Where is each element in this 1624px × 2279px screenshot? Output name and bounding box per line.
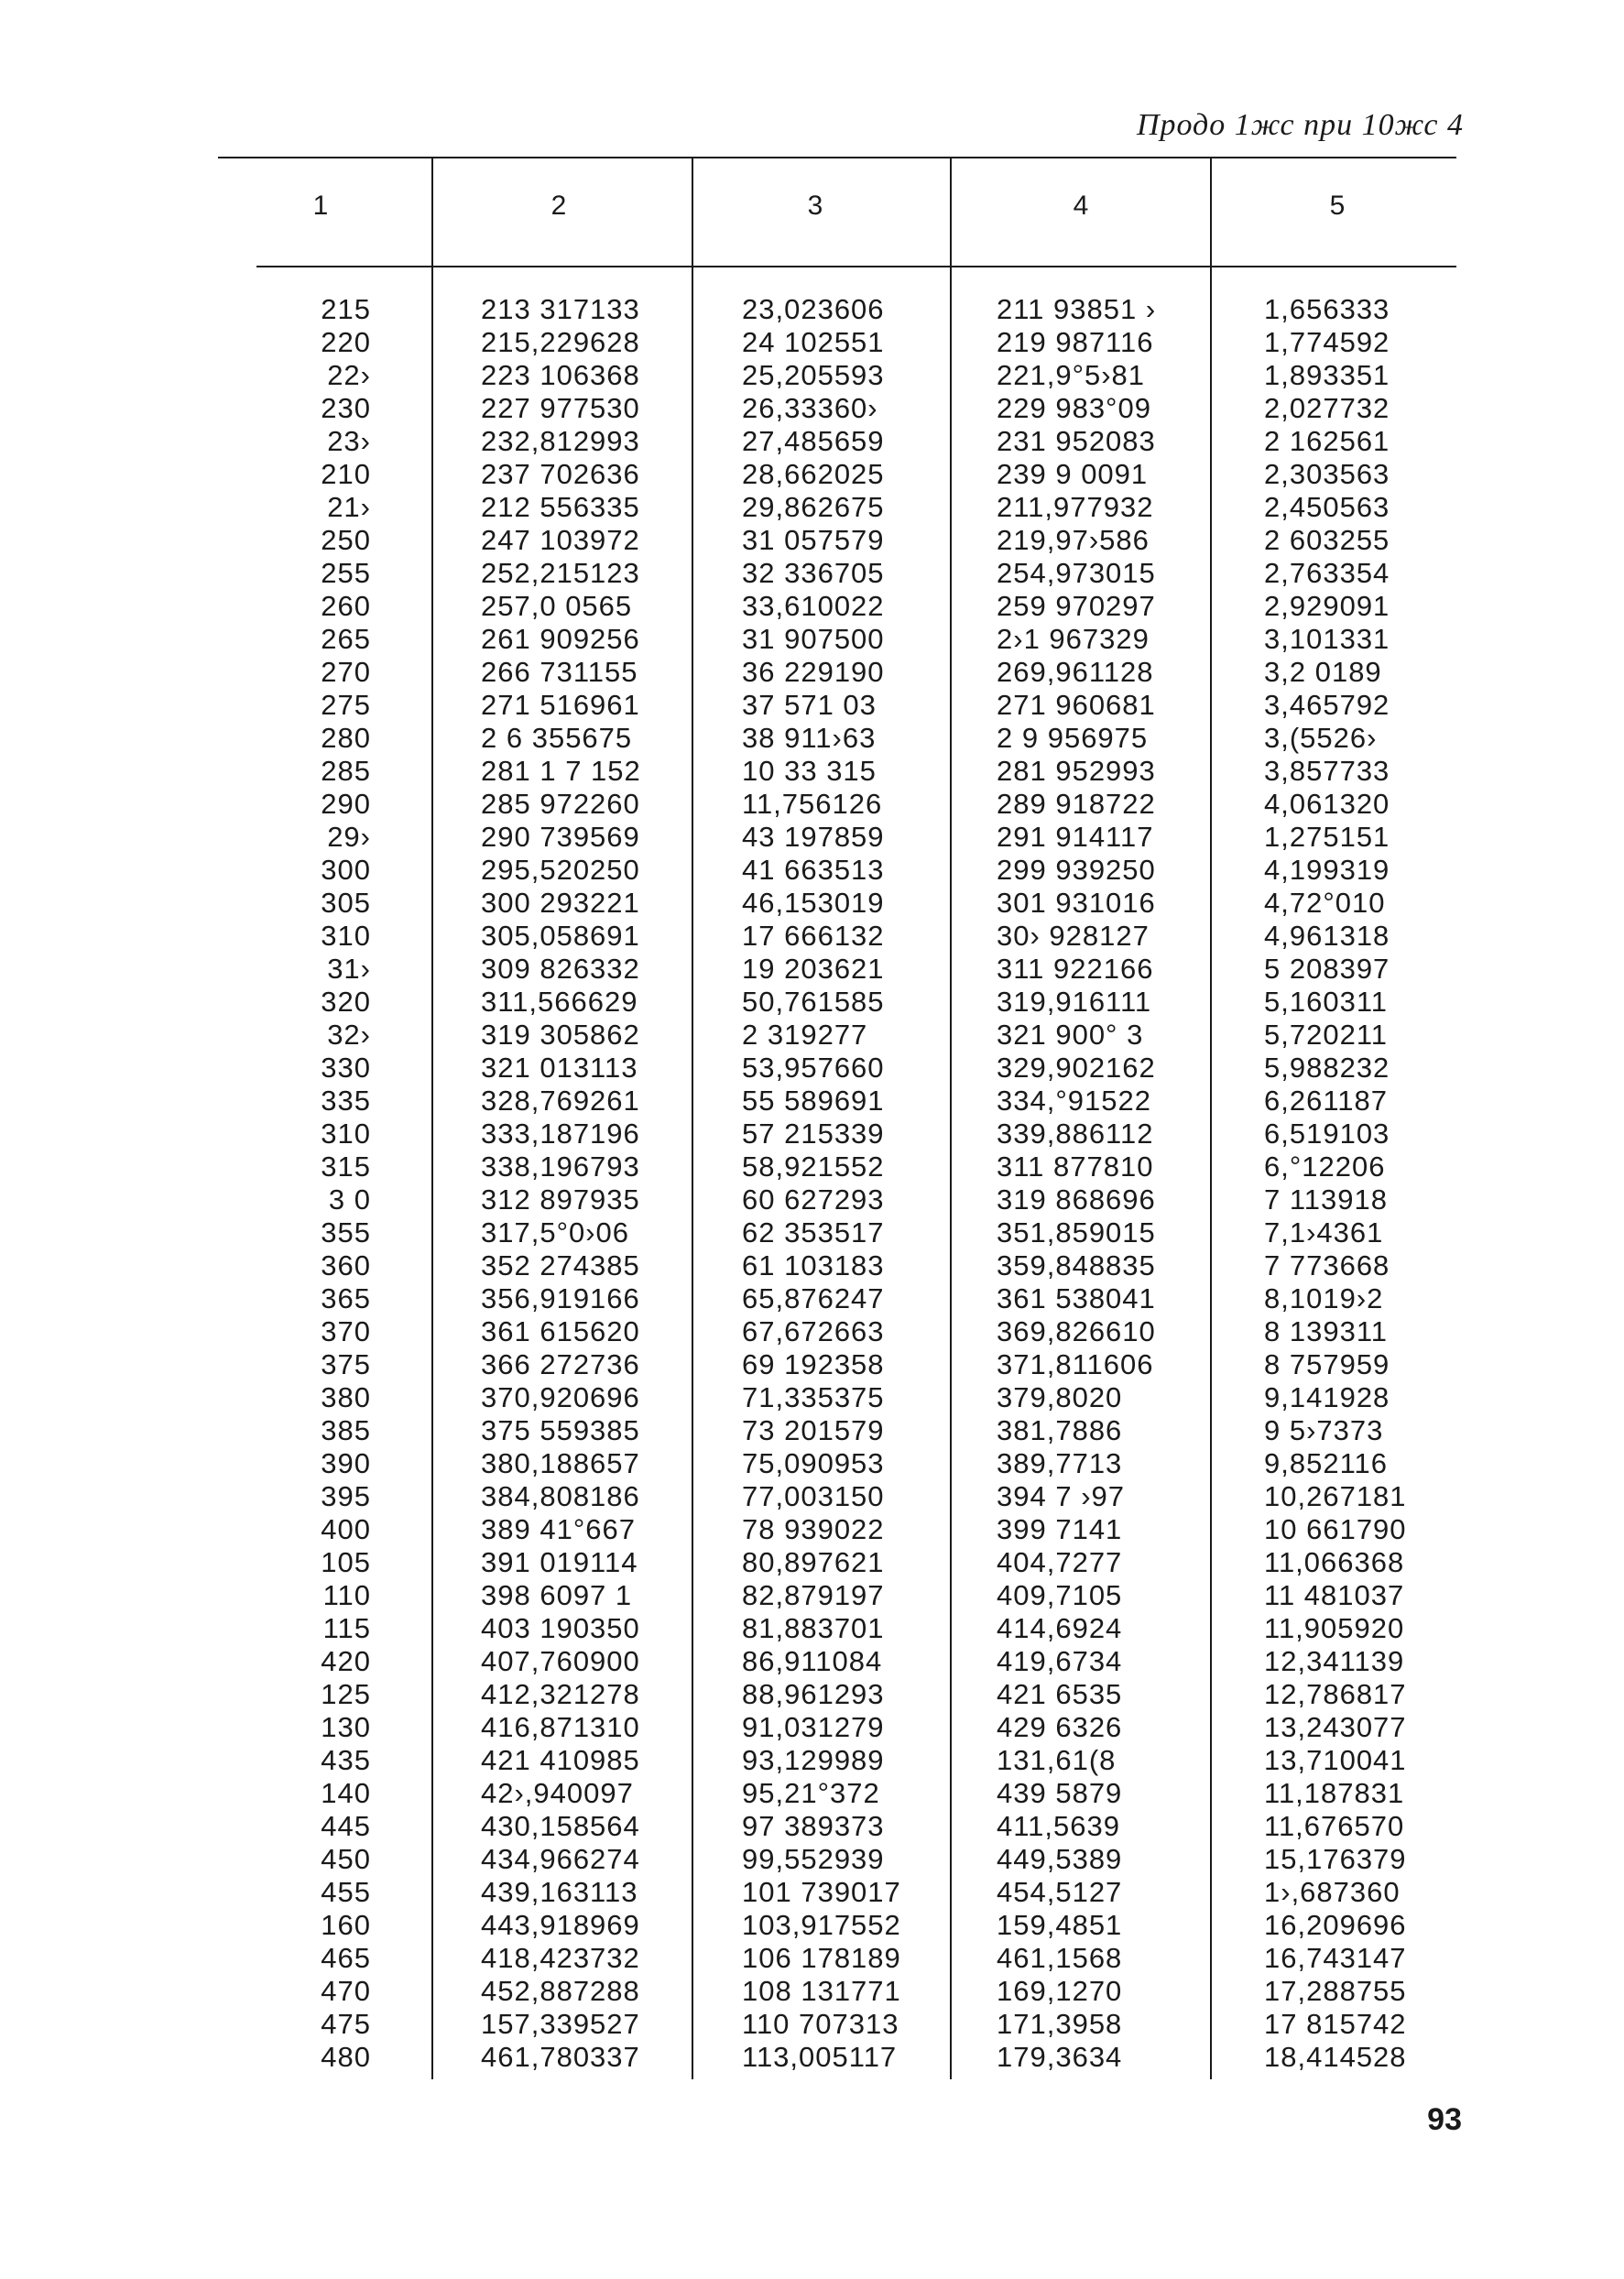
table-cell: 2,763354 — [1264, 557, 1390, 589]
table-cell: 394 7 ›97 — [997, 1480, 1125, 1512]
table-cell: 26,33360› — [742, 392, 878, 424]
table-cell: 380 — [321, 1381, 371, 1413]
table-cell: 389 41°667 — [481, 1513, 636, 1545]
table-cell: 17 815742 — [1264, 2008, 1407, 2040]
table-cell: 359,848835 — [997, 1249, 1156, 1281]
table-cell: 223 106368 — [481, 359, 640, 391]
table-cell: 91,031279 — [742, 1711, 885, 1743]
table-cell: 311 922166 — [997, 953, 1154, 985]
table-cell: 9,141928 — [1264, 1381, 1390, 1413]
table-cell: 452,887288 — [481, 1975, 640, 2007]
table-cell: 80,897621 — [742, 1546, 885, 1578]
table-cell: 330 — [321, 1052, 371, 1084]
table-cell: 370 — [321, 1315, 371, 1347]
table-cell: 299 939250 — [997, 854, 1156, 886]
table-cell: 125 — [321, 1678, 371, 1710]
table-cell: 131,61(8 — [997, 1744, 1117, 1776]
table-cell: 16,209696 — [1264, 1909, 1407, 1941]
table-cell: 215,229628 — [481, 326, 640, 358]
table-cell: 356,919166 — [481, 1282, 640, 1314]
table-cell: 110 707313 — [742, 2008, 899, 2040]
table-cell: 311 877810 — [997, 1150, 1154, 1183]
table-cell: 270 — [321, 656, 371, 688]
table-cell: 334,°91522 — [997, 1085, 1151, 1117]
table-cell: 2 603255 — [1264, 524, 1390, 556]
table-cell: 23› — [327, 425, 371, 457]
table-cell: 41 663513 — [742, 854, 885, 886]
table-cell: 22› — [327, 359, 371, 391]
table-cell: 259 970297 — [997, 590, 1156, 622]
table-cell: 260 — [321, 590, 371, 622]
page-number: 93 — [1427, 2102, 1462, 2137]
table-cell: 361 538041 — [997, 1282, 1156, 1314]
table-cell: 290 — [321, 788, 371, 820]
column-header: 5 — [1329, 191, 1346, 221]
table-cell: 65,876247 — [742, 1282, 885, 1314]
column-header: 4 — [1073, 191, 1089, 221]
table-cell: 86,911084 — [742, 1645, 883, 1677]
table-cell: 61 103183 — [742, 1249, 885, 1281]
table-cell: 93,129989 — [742, 1744, 885, 1776]
table-cell: 232,812993 — [481, 425, 640, 457]
table-cell: 17 666132 — [742, 920, 885, 952]
table-cell: 110 — [322, 1579, 371, 1611]
table-cell: 455 — [321, 1876, 371, 1908]
table-cell: 454,5127 — [997, 1876, 1123, 1908]
table-cell: 237 702636 — [481, 458, 640, 490]
table-cell: 261 909256 — [481, 623, 640, 655]
table-cell: 227 977530 — [481, 392, 640, 424]
table-cell: 36 229190 — [742, 656, 885, 688]
table-cell: 338,196793 — [481, 1150, 640, 1183]
table-cell: 1,893351 — [1264, 359, 1390, 391]
table-cell: 157,339527 — [481, 2008, 640, 2040]
table-cell: 414,6924 — [997, 1612, 1123, 1644]
table-cell: 2 6 355675 — [481, 722, 633, 754]
table-cell: 311,566629 — [481, 986, 638, 1018]
table-cell: 409,7105 — [997, 1579, 1123, 1611]
table-cell: 371,811606 — [997, 1348, 1154, 1380]
table-cell: 339,886112 — [997, 1118, 1154, 1150]
column-divider — [1210, 158, 1212, 2079]
table-cell: 140 — [321, 1777, 371, 1809]
table-cell: 106 178189 — [742, 1942, 901, 1974]
table-cell: 24 102551 — [742, 326, 885, 358]
table-cell: 11,187831 — [1264, 1777, 1405, 1809]
table-cell: 103,917552 — [742, 1909, 901, 1941]
table-cell: 4,199319 — [1264, 854, 1390, 886]
table-cell: 309 826332 — [481, 953, 640, 985]
table-cell: 82,879197 — [742, 1579, 885, 1611]
table-cell: 281 952993 — [997, 755, 1156, 787]
table-cell: 285 — [321, 755, 371, 787]
table-cell: 335 — [321, 1085, 371, 1117]
table-cell: 46,153019 — [742, 887, 885, 919]
table-cell: 360 — [321, 1249, 371, 1281]
table-cell: 461,780337 — [481, 2041, 640, 2073]
table-cell: 450 — [321, 1843, 371, 1875]
table-top-rule — [218, 157, 1456, 158]
table-cell: 400 — [321, 1513, 371, 1545]
table-cell: 6,519103 — [1264, 1118, 1390, 1150]
table-cell: 421 410985 — [481, 1744, 640, 1776]
table-cell: 215 — [321, 293, 371, 325]
table-cell: 379,8020 — [997, 1381, 1123, 1413]
table-cell: 13,243077 — [1264, 1711, 1407, 1743]
table-cell: 8,1019›2 — [1264, 1282, 1384, 1314]
table-cell: 434,966274 — [481, 1843, 640, 1875]
table-cell: 285 972260 — [481, 788, 640, 820]
table-cell: 1›,687360 — [1264, 1876, 1401, 1908]
table-cell: 95,21°372 — [742, 1777, 880, 1809]
table-cell: 230 — [321, 392, 371, 424]
table-header-rule — [256, 266, 1456, 267]
table-cell: 291 914117 — [997, 821, 1154, 853]
table-cell: 419,6734 — [997, 1645, 1123, 1677]
table-cell: 171,3958 — [997, 2008, 1123, 2040]
table-cell: 115 — [322, 1612, 371, 1644]
table-cell: 281 1 7 152 — [481, 755, 641, 787]
table-cell: 179,3634 — [997, 2041, 1123, 2073]
table-cell: 252,215123 — [481, 557, 640, 589]
table-cell: 15,176379 — [1264, 1843, 1407, 1875]
table-cell: 449,5389 — [997, 1843, 1123, 1875]
table-cell: 319 868696 — [997, 1183, 1156, 1216]
table-cell: 11,066368 — [1264, 1546, 1405, 1578]
table-cell: 361 615620 — [481, 1315, 640, 1347]
column-header: 2 — [550, 191, 567, 221]
table-cell: 5,160311 — [1264, 986, 1388, 1018]
table-cell: 31› — [327, 953, 371, 985]
column-divider — [431, 158, 433, 2079]
table-cell: 329,902162 — [997, 1052, 1156, 1084]
table-cell: 29,862675 — [742, 491, 885, 523]
table-cell: 60 627293 — [742, 1183, 885, 1216]
table-cell: 8 757959 — [1264, 1348, 1390, 1380]
table-cell: 88,961293 — [742, 1678, 885, 1710]
table-cell: 31 907500 — [742, 623, 885, 655]
table-cell: 78 939022 — [742, 1513, 885, 1545]
table-cell: 369,826610 — [997, 1315, 1156, 1347]
table-cell: 465 — [321, 1942, 371, 1974]
table-cell: 6,261187 — [1264, 1085, 1388, 1117]
table-cell: 32 336705 — [742, 557, 885, 589]
table-cell: 231 952083 — [997, 425, 1156, 457]
table-cell: 31 057579 — [742, 524, 885, 556]
table-cell: 58,921552 — [742, 1150, 885, 1183]
table-cell: 69 192358 — [742, 1348, 885, 1380]
table-cell: 280 — [321, 722, 371, 754]
table-cell: 269,961128 — [997, 656, 1154, 688]
running-head: Продо 1жс при 10жс 4 — [1136, 108, 1464, 142]
table-cell: 9,852116 — [1264, 1447, 1388, 1479]
table-cell: 9 5›7373 — [1264, 1414, 1384, 1446]
table-cell: 25,205593 — [742, 359, 885, 391]
table-column — [742, 293, 934, 2074]
table-cell: 18,414528 — [1264, 2041, 1407, 2073]
table-cell: 333,187196 — [481, 1118, 640, 1150]
table-cell: 275 — [321, 689, 371, 721]
table-cell: 108 131771 — [742, 1975, 901, 2007]
column-divider — [950, 158, 952, 2079]
table-cell: 310 — [321, 1118, 371, 1150]
table-cell: 32› — [327, 1019, 371, 1051]
table-cell: 385 — [321, 1414, 371, 1446]
table-cell: 3,(5526› — [1264, 722, 1378, 754]
table-cell: 418,423732 — [481, 1942, 640, 1974]
table-cell: 310 — [321, 920, 371, 952]
table-cell: 105 — [321, 1546, 371, 1578]
table-cell: 257,0 0565 — [481, 590, 633, 622]
table-cell: 219,97›586 — [997, 524, 1150, 556]
table-cell: 312 897935 — [481, 1183, 640, 1216]
table-cell: 11,756126 — [742, 788, 883, 820]
table-cell: 2›1 967329 — [997, 623, 1150, 655]
table-cell: 301 931016 — [997, 887, 1156, 919]
table-cell: 470 — [321, 1975, 371, 2007]
table-cell: 266 731155 — [481, 656, 638, 688]
table-cell: 11,676570 — [1264, 1810, 1405, 1842]
table-cell: 1,275151 — [1264, 821, 1390, 853]
table-cell: 10 661790 — [1264, 1513, 1407, 1545]
table-cell: 6,°12206 — [1264, 1150, 1386, 1183]
table-cell: 71,335375 — [742, 1381, 885, 1413]
table-cell: 67,672663 — [742, 1315, 885, 1347]
table-cell: 355 — [321, 1216, 371, 1249]
table-cell: 2,929091 — [1264, 590, 1390, 622]
table-cell: 271 960681 — [997, 689, 1156, 721]
table-cell: 305,058691 — [481, 920, 640, 952]
table-cell: 29› — [327, 821, 371, 853]
table-cell: 3,101331 — [1264, 623, 1390, 655]
table-cell: 11,905920 — [1264, 1612, 1405, 1644]
table-cell: 16,743147 — [1264, 1942, 1407, 1974]
table-cell: 57 215339 — [742, 1118, 885, 1150]
table-cell: 7,1›4361 — [1264, 1216, 1384, 1249]
column-header: 3 — [807, 191, 823, 221]
table-cell: 391 019114 — [481, 1546, 638, 1578]
table-cell: 416,871310 — [481, 1711, 640, 1743]
table-cell: 399 7141 — [997, 1513, 1123, 1545]
table-cell: 289 918722 — [997, 788, 1156, 820]
table-cell: 17,288755 — [1264, 1975, 1407, 2007]
table-cell: 2 319277 — [742, 1019, 868, 1051]
table-cell: 321 900° 3 — [997, 1019, 1144, 1051]
table-cell: 33,610022 — [742, 590, 885, 622]
table-cell: 62 353517 — [742, 1216, 885, 1249]
table-cell: 321 013113 — [481, 1052, 638, 1084]
table-cell: 221,9°5›81 — [997, 359, 1146, 391]
table-cell: 7 773668 — [1264, 1249, 1390, 1281]
table-cell: 439,163113 — [481, 1876, 638, 1908]
table-cell: 375 559385 — [481, 1414, 640, 1446]
table-cell: 403 190350 — [481, 1612, 640, 1644]
table-cell: 8 139311 — [1264, 1315, 1388, 1347]
table-cell: 211 93851 › — [997, 293, 1157, 325]
table-cell: 113,005117 — [742, 2041, 898, 2073]
table-cell: 55 589691 — [742, 1085, 885, 1117]
table-cell: 23,023606 — [742, 293, 885, 325]
table-cell: 160 — [321, 1909, 371, 1941]
table-column — [997, 293, 1180, 2074]
table-cell: 265 — [321, 623, 371, 655]
table-cell: 375 — [321, 1348, 371, 1380]
table-cell: 305 — [321, 887, 371, 919]
table-cell: 480 — [321, 2041, 371, 2073]
table-cell: 3 0 — [328, 1183, 371, 1216]
table-cell: 5,720211 — [1264, 1019, 1388, 1051]
table-cell: 2 9 956975 — [997, 722, 1149, 754]
table-cell: 366 272736 — [481, 1348, 640, 1380]
table-column — [279, 293, 371, 2074]
table-cell: 11 481037 — [1264, 1579, 1405, 1611]
table-cell: 21› — [327, 491, 371, 523]
table-cell: 255 — [321, 557, 371, 589]
table-cell: 461,1568 — [997, 1942, 1123, 1974]
table-cell: 315 — [321, 1150, 371, 1183]
table-cell: 445 — [321, 1810, 371, 1842]
table-cell: 212 556335 — [481, 491, 640, 523]
table-cell: 30› 928127 — [997, 920, 1150, 952]
table-cell: 435 — [321, 1744, 371, 1776]
table-cell: 211,977932 — [997, 491, 1154, 523]
table-cell: 97 389373 — [742, 1810, 885, 1842]
table-cell: 398 6097 1 — [481, 1579, 633, 1611]
table-cell: 3,465792 — [1264, 689, 1390, 721]
table-cell: 210 — [321, 458, 371, 490]
table-cell: 19 203621 — [742, 953, 885, 985]
table-cell: 28,662025 — [742, 458, 885, 490]
table-cell: 421 6535 — [997, 1678, 1123, 1710]
table-cell: 75,090953 — [742, 1447, 885, 1479]
table-cell: 2 162561 — [1264, 425, 1390, 457]
table-cell: 12,786817 — [1264, 1678, 1407, 1710]
table-cell: 271 516961 — [481, 689, 640, 721]
table-cell: 159,4851 — [997, 1909, 1123, 1941]
table-cell: 10,267181 — [1264, 1480, 1407, 1512]
table-cell: 2,450563 — [1264, 491, 1390, 523]
table-cell: 12,341139 — [1264, 1645, 1405, 1677]
table-cell: 229 983°09 — [997, 392, 1151, 424]
table-cell: 439 5879 — [997, 1777, 1123, 1809]
table-cell: 380,188657 — [481, 1447, 640, 1479]
table-cell: 213 317133 — [481, 293, 640, 325]
table-cell: 384,808186 — [481, 1480, 640, 1512]
table-cell: 101 739017 — [742, 1876, 901, 1908]
table-cell: 475 — [321, 2008, 371, 2040]
table-column — [481, 293, 682, 2074]
table-cell: 239 9 0091 — [997, 458, 1149, 490]
table-cell: 37 571 03 — [742, 689, 877, 721]
table-cell: 3,857733 — [1264, 755, 1390, 787]
table-cell: 443,918969 — [481, 1909, 640, 1941]
table-cell: 2,027732 — [1264, 392, 1390, 424]
table-cell: 247 103972 — [481, 524, 640, 556]
table-cell: 390 — [321, 1447, 371, 1479]
table-cell: 389,7713 — [997, 1447, 1123, 1479]
table-cell: 10 33 315 — [742, 755, 877, 787]
table-cell: 412,321278 — [481, 1678, 640, 1710]
table-cell: 4,72°010 — [1264, 887, 1386, 919]
table-cell: 300 293221 — [481, 887, 640, 919]
table-cell: 5,988232 — [1264, 1052, 1390, 1084]
column-divider — [692, 158, 693, 2079]
table-cell: 53,957660 — [742, 1052, 885, 1084]
table-cell: 411,5639 — [997, 1810, 1120, 1842]
table-cell: 381,7886 — [997, 1414, 1123, 1446]
table-cell: 420 — [321, 1645, 371, 1677]
table-cell: 429 6326 — [997, 1711, 1123, 1743]
table-cell: 7 113918 — [1264, 1183, 1388, 1216]
table-cell: 73 201579 — [742, 1414, 885, 1446]
table-cell: 130 — [321, 1711, 371, 1743]
table-cell: 219 987116 — [997, 326, 1154, 358]
table-cell: 430,158564 — [481, 1810, 640, 1842]
table-cell: 1,656333 — [1264, 293, 1390, 325]
table-cell: 395 — [321, 1480, 371, 1512]
table-cell: 5 208397 — [1264, 953, 1390, 985]
table-cell: 50,761585 — [742, 986, 885, 1018]
table-cell: 250 — [321, 524, 371, 556]
table-cell: 328,769261 — [481, 1085, 640, 1117]
table-cell: 99,552939 — [742, 1843, 885, 1875]
table-cell: 404,7277 — [997, 1546, 1123, 1578]
table-cell: 295,520250 — [481, 854, 640, 886]
table-cell: 38 911›63 — [742, 722, 877, 754]
table-cell: 43 197859 — [742, 821, 885, 853]
table-cell: 4,961318 — [1264, 920, 1390, 952]
table-cell: 370,920696 — [481, 1381, 640, 1413]
table-cell: 317,5°0›06 — [481, 1216, 630, 1249]
table-cell: 4,061320 — [1264, 788, 1390, 820]
table-cell: 352 274385 — [481, 1249, 640, 1281]
table-cell: 319 305862 — [481, 1019, 640, 1051]
table-cell: 365 — [321, 1282, 371, 1314]
table-cell: 290 739569 — [481, 821, 640, 853]
table-cell: 27,485659 — [742, 425, 885, 457]
table-cell: 13,710041 — [1264, 1744, 1407, 1776]
table-cell: 3,2 0189 — [1264, 656, 1382, 688]
table-cell: 320 — [321, 986, 371, 1018]
table-column — [1264, 293, 1466, 2074]
table-cell: 169,1270 — [997, 1975, 1123, 2007]
table-cell: 77,003150 — [742, 1480, 885, 1512]
table-cell: 81,883701 — [742, 1612, 885, 1644]
table-cell: 254,973015 — [997, 557, 1156, 589]
table-cell: 2,303563 — [1264, 458, 1390, 490]
table-cell: 42›,940097 — [481, 1777, 634, 1809]
column-header: 1 — [312, 191, 329, 221]
table-cell: 319,916111 — [997, 986, 1152, 1018]
table-cell: 1,774592 — [1264, 326, 1390, 358]
table-cell: 300 — [321, 854, 371, 886]
table-cell: 407,760900 — [481, 1645, 640, 1677]
table-cell: 351,859015 — [997, 1216, 1156, 1249]
table-cell: 220 — [321, 326, 371, 358]
